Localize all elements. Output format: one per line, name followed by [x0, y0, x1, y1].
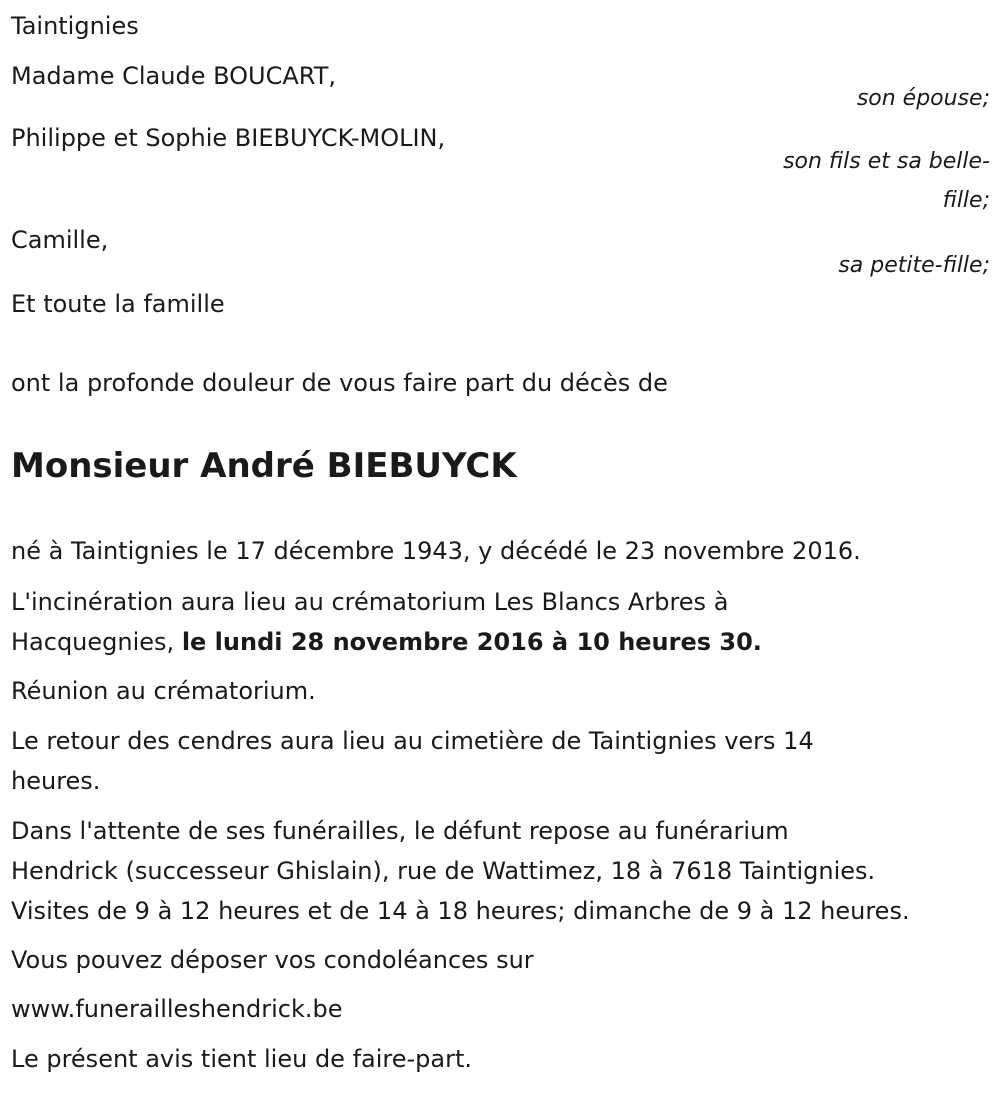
cremation-text-line1: L'incinération aura lieu au crématorium Les Blancs Arbres à	[11, 588, 729, 616]
relation-granddaughter: sa petite-fille;	[838, 253, 990, 278]
place-heading: Taintignies	[11, 12, 139, 40]
funerarium-text-line3: Visites de 9 à 12 heures et de 14 à 18 heures; dimanche de 9 à 12 heures.	[11, 897, 910, 925]
relation-spouse: son épouse;	[856, 86, 990, 111]
family-member-granddaughter: Camille,	[11, 226, 109, 254]
birth-death-text: né à Taintignies le 17 décembre 1943, y décédé le 23 novembre 2016.	[11, 537, 861, 565]
family-member-rest: Et toute la famille	[11, 290, 225, 318]
cremation-date: le lundi 28 novembre 2016 à 10 heures 30.	[181, 628, 762, 656]
ashes-text-line1: Le retour des cendres aura lieu au cimetière de Taintignies vers 14	[11, 727, 814, 755]
intro-text: ont la profonde douleur de vous faire part du décès de	[11, 369, 668, 397]
condolences-text: Vous pouvez déposer vos condoléances sur	[11, 946, 534, 974]
relation-son-line2: fille;	[942, 188, 990, 213]
funerarium-text-line2: Hendrick (successeur Ghislain), rue de Wattimez, 18 à 7618 Taintignies.	[11, 857, 876, 885]
family-member-spouse: Madame Claude BOUCART,	[11, 62, 336, 90]
funerarium-text-line1: Dans l'attente de ses funérailles, le défunt repose au funérarium	[11, 817, 789, 845]
ashes-text-line2: heures.	[11, 767, 101, 795]
family-member-son: Philippe et Sophie BIEBUYCK-MOLIN,	[11, 124, 446, 152]
reunion-text: Réunion au crématorium.	[11, 677, 316, 705]
cremation-place: Hacquegnies,	[11, 628, 182, 656]
notice-text: Le présent avis tient lieu de faire-part.	[11, 1045, 473, 1073]
relation-son-line1: son fils et sa belle-	[783, 149, 990, 174]
cremation-text-line2	[11, 622, 762, 662]
website-link[interactable]: www.funerailleshendrick.be	[11, 995, 343, 1023]
deceased-name: Monsieur André BIEBUYCK	[11, 446, 517, 486]
